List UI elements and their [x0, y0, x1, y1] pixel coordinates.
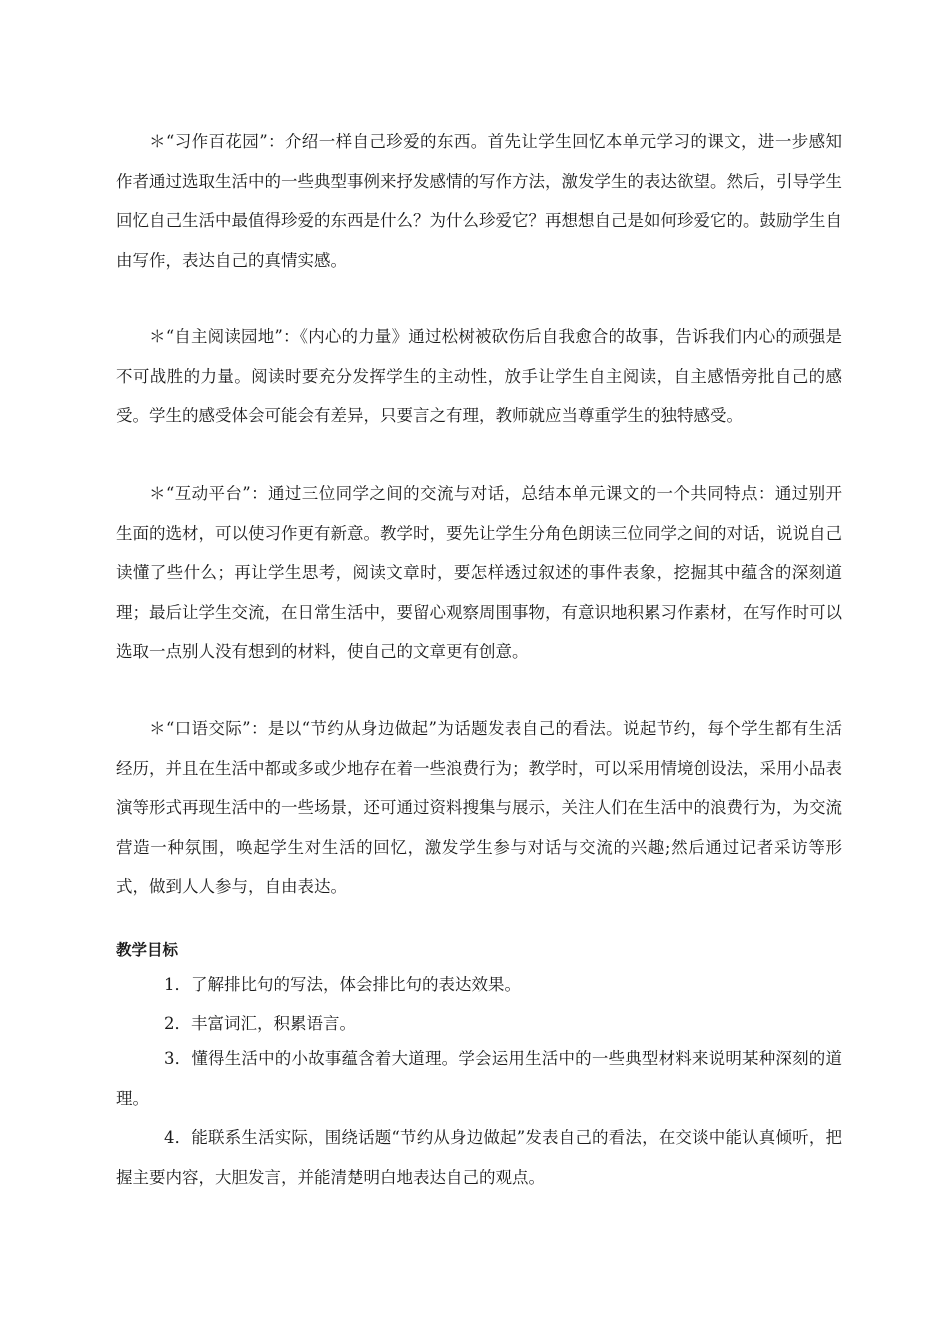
paragraph-interactive-platform: ＊“互动平台”：通过三位同学之间的交流与对话，总结本单元课文的一个共同特点：通过别开生面的选材，可以使习作更有新意。教学时，要先让学生分角色朗读三位同学之间的对话，说说自己读懂了些什么；再让学生思考，阅读文章时，要怎样透过叙述的事件表象，挖掘其中蕴含的深刻道理；最后让学生交流，在日常生活中，要留心观察周围事物，有意识地积累习作素材，在写作时可以选取一点别人没有想到的材料，使自己的文章更有创意。	[116, 484, 842, 661]
goal-item-4: 4．能联系生活实际，围绕话题“节约从身边做起”发表自己的看法，在交谈中能认真倾听，把握主要内容，大胆发言，并能清楚明白地表达自己的观点。	[116, 1128, 842, 1187]
goal-item-1: 1．了解排比句的写法，体会排比句的表达效果。	[164, 975, 521, 994]
goal-item-3: 3．懂得生活中的小故事蕴含着大道理。学会运用生活中的一些典型材料来说明某种深刻的道理。	[116, 1049, 842, 1108]
goal-item-2: 2．丰富词汇，积累语言。	[164, 1014, 356, 1033]
paragraph-oral-communication: ＊“口语交际”：是以“节约从身边做起”为话题发表自己的看法。说起节约，每个学生都有生活经历，并且在生活中都或多或少地存在着一些浪费行为；教学时，可以采用情境创设法，采用小品表演等形式再现生活中的一些场景，还可通过资料搜集与展示，关注人们在生活中的浪费行为，为交流营造一种氛围，唤起学生对生活的回忆，激发学生参与对话与交流的兴趣;然后通过记者采访等形式，做到人人参与，自由表达。	[116, 719, 842, 896]
paragraph-writing-garden: ＊“习作百花园”：介绍一样自己珍爱的东西。首先让学生回忆本单元学习的课文，进一步感知作者通过选取生活中的一些典型事例来抒发感情的写作方法，激发学生的表达欲望。然后，引导学生回忆自己生活中最值得珍爱的东西是什么？为什么珍爱它？再想想自己是如何珍爱它的。鼓励学生自由写作，表达自己的真情实感。	[116, 132, 842, 270]
paragraph-self-reading: ＊“自主阅读园地”：《内心的力量》通过松树被砍伤后自我愈合的故事，告诉我们内心的顽强是不可战胜的力量。阅读时要充分发挥学生的主动性，放手让学生自主阅读，自主感悟旁批自己的感受。学生的感受体会可能会有差异，只要言之有理，教师就应当尊重学生的独特感受。	[116, 327, 842, 425]
section-heading-teaching-goals: 教学目标	[116, 941, 179, 959]
